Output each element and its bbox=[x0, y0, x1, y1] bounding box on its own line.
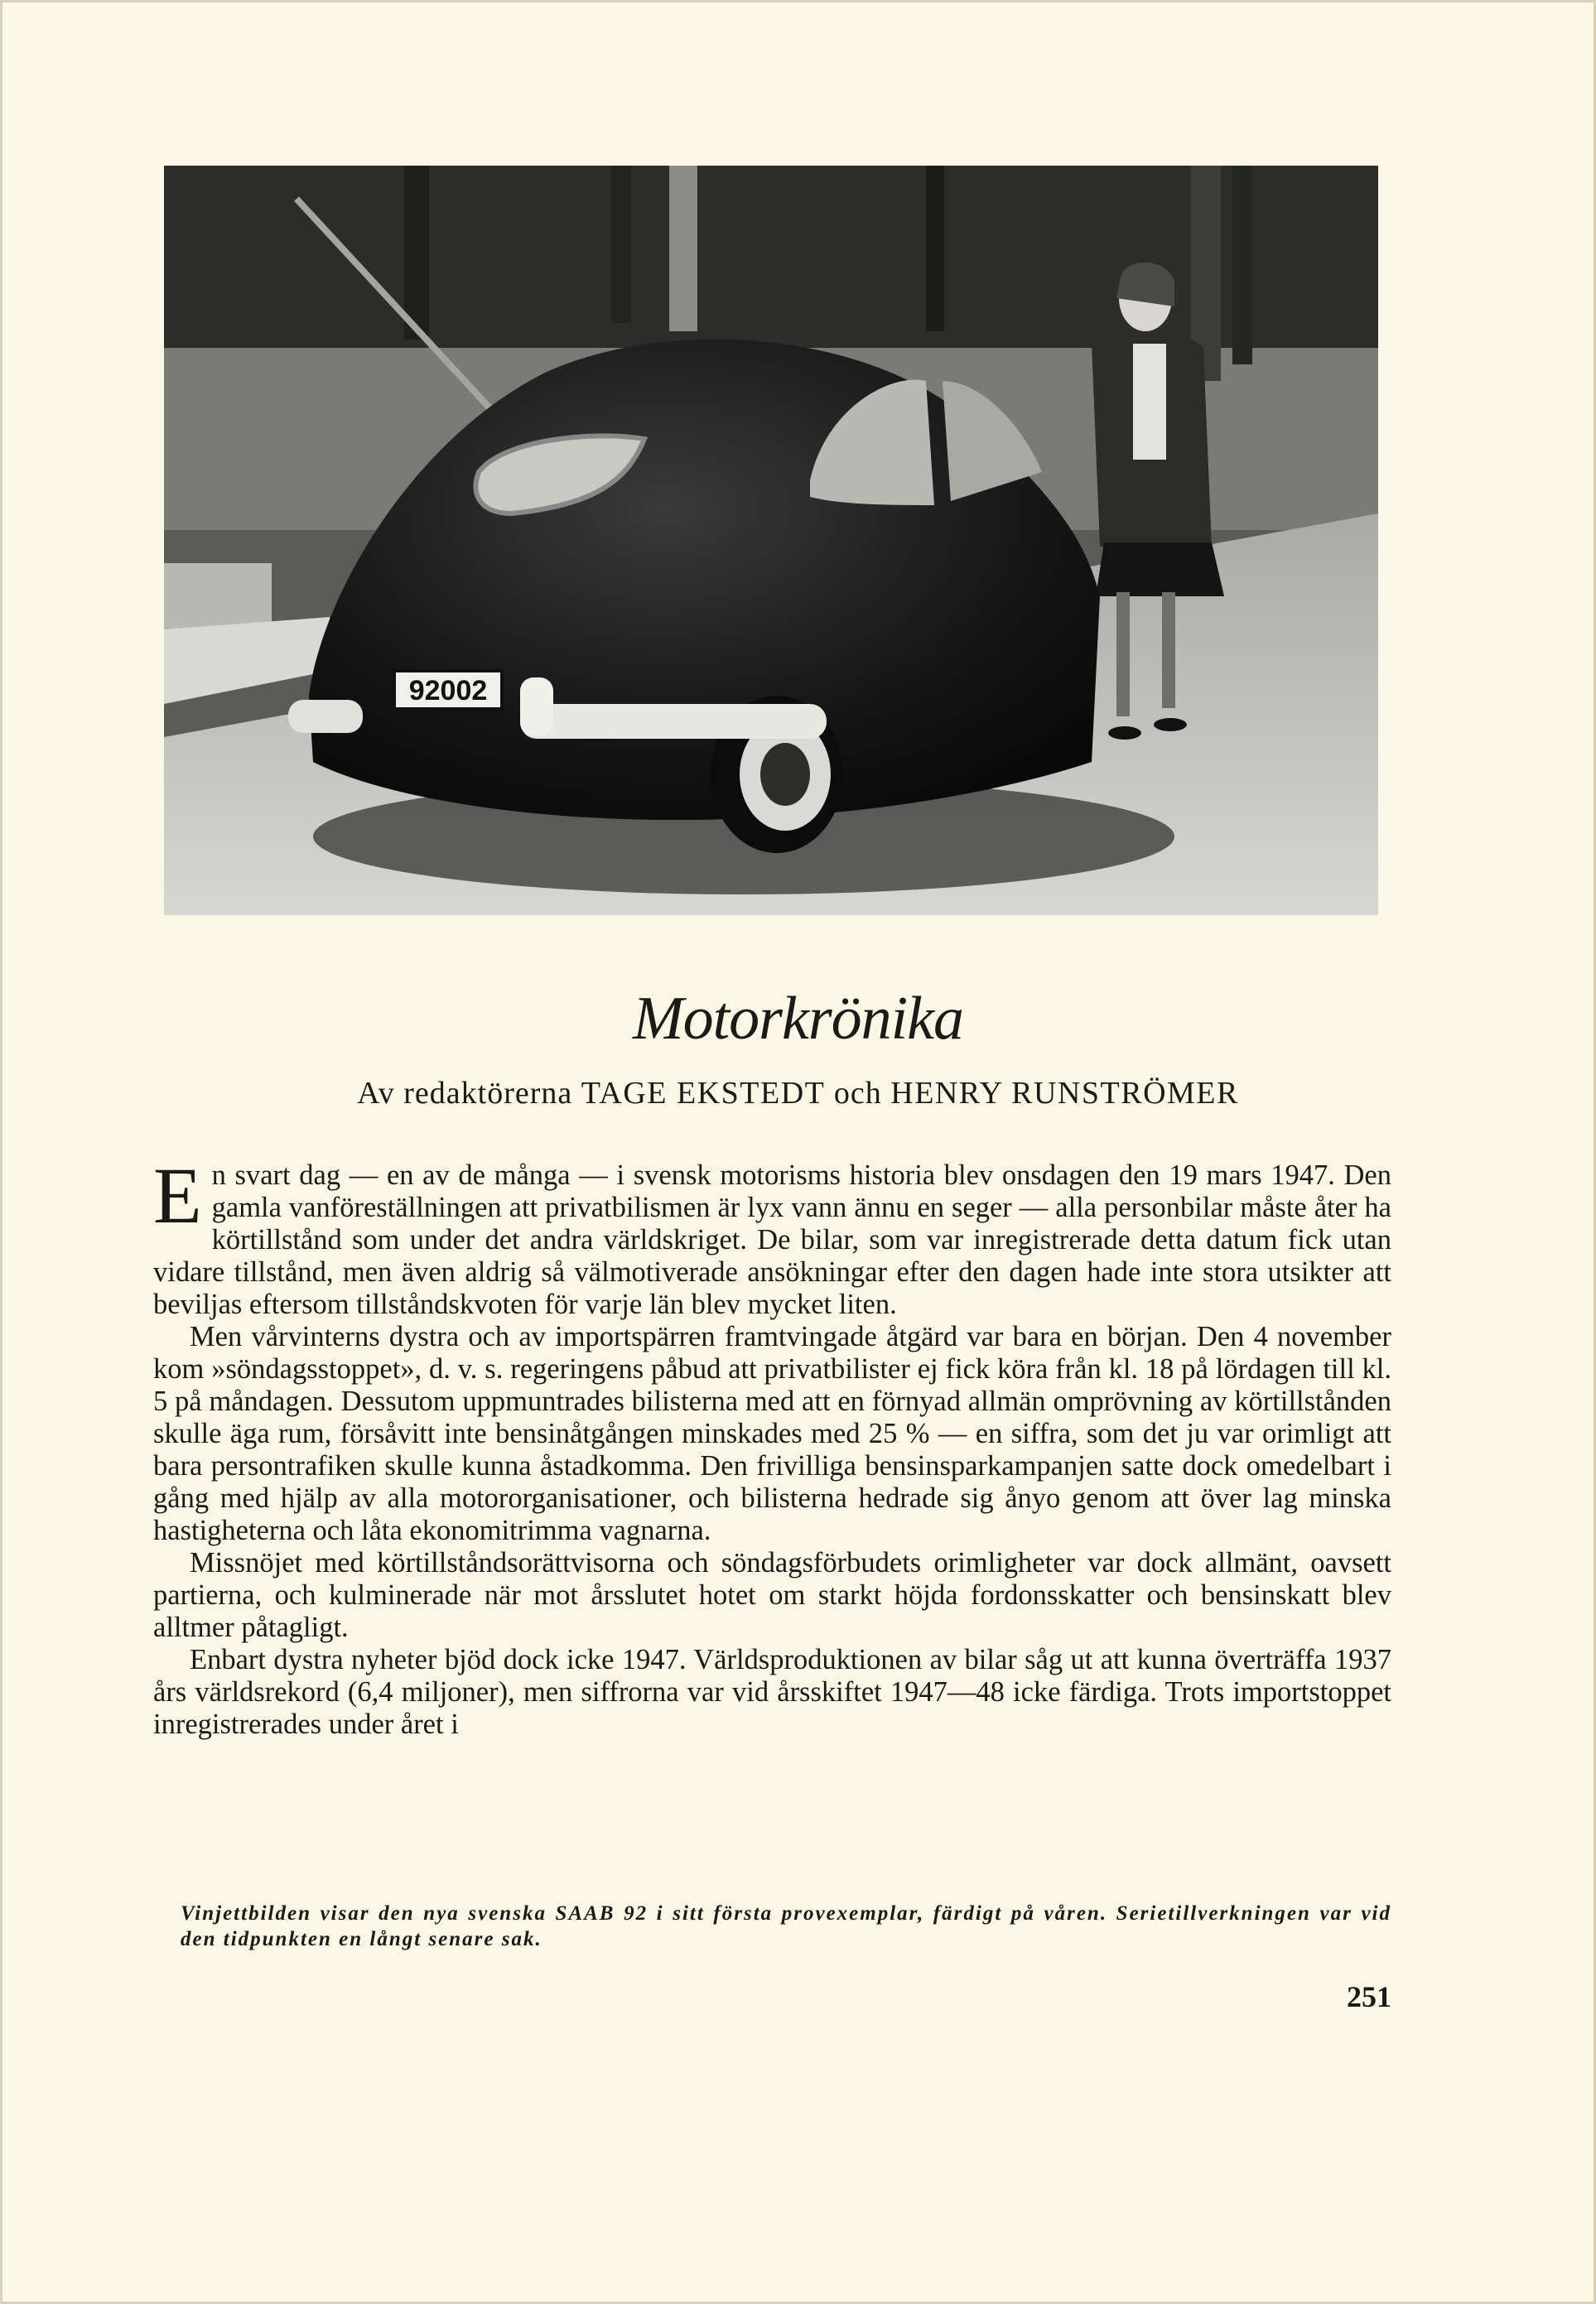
paragraph: Missnöjet med körtillståndsorättvisorna och söndagsförbudets orimligheter var dock allmänt, oavsett partierna, och kulminerade när mot årsslutet hotet om starkt höjda fordonsskatter och bensinskatt blev alltmer påtagligt. bbox=[153, 1547, 1391, 1643]
byline-prefix: Av redaktörerna bbox=[357, 1076, 573, 1111]
paragraph-text: n svart dag — en av de många — i svensk motorisms historia blev onsdagen den 19 mars 1947. Den gamla vanföreställningen att privatbilismen är lyx vann ännu en seger — alla personbilar måste åter ha körtillstånd som under det andra världskriget. De bilar, som var inregistrerade detta datum fick utan vidare tillstånd, men även aldrig så välmotiverade ansökningar efter den dagen hade inte stora utsikter att beviljas eftersom tillståndskvoten för varje län blev mycket liten. bbox=[153, 1159, 1391, 1320]
car-photo-illustration bbox=[164, 166, 1378, 915]
byline-joiner: och bbox=[833, 1076, 882, 1111]
byline bbox=[0, 1072, 1596, 1114]
drop-cap: E bbox=[153, 1151, 202, 1240]
author-1: TAGE EKSTEDT bbox=[581, 1076, 826, 1111]
paragraph bbox=[153, 1151, 1391, 1321]
license-plate: 92002 bbox=[408, 675, 488, 706]
paragraph: Men vårvinterns dystra och av importspärren framtvingade åtgärd var bara en början. Den 4 november kom »söndagsstoppet», d. v. s. regeringens påbud att privatbilister ej fick köra från kl. 18 på lördagen till kl. 5 på måndagen. Dessutom uppmuntrades bilisterna med att en förnyad allmän omprövning av körtillstånden skulle äga rum, försåvitt inte bensinåtgången minskades med 25 % — en siffra, som det ju var orimligt att bara persontrafiken skulle kunna åstadkomma. Den frivilliga bensinsparkampanjen satte dock omedelbart i gång med hjälp av alla motororganisationer, och bilisterna hedrade sig ånyo genom att över lag minska hastigheterna och låta ekonomitrimma vagnarna. bbox=[153, 1321, 1391, 1546]
page-number: 251 bbox=[1347, 1980, 1391, 2013]
car-photo bbox=[164, 166, 1378, 915]
paragraph: Enbart dystra nyheter bjöd dock icke 1947. Världsproduktionen av bilar såg ut att kunna överträffa 1937 års världsrekord (6,4 miljoner), men siffrorna var vid årsskiftet 1947—48 icke färdiga. Trots importstoppet inregistrerades under året i bbox=[153, 1644, 1391, 1740]
author-2: HENRY RUNSTRÖMER bbox=[890, 1076, 1239, 1111]
article-title: Motorkrönika bbox=[632, 985, 964, 1053]
photo-caption: Vinjettbilden visar den nya svenska SAAB 92 i sitt första provexemplar, färdigt på våren. Serietillverkningen var vid den tidpunkten en långt senare sak. bbox=[181, 1902, 1391, 1950]
article-body bbox=[153, 1151, 1391, 1741]
